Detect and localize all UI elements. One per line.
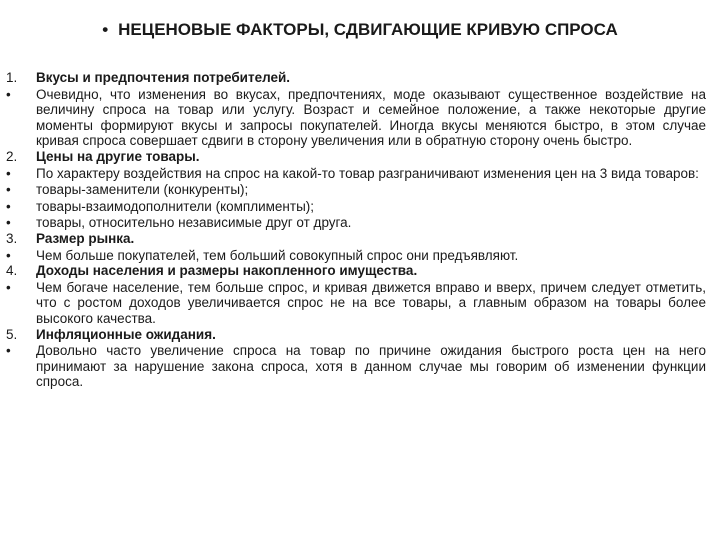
list-item-text: Чем больше покупателей, тем больший совокупный спрос они предъявляют.: [36, 247, 519, 263]
list-heading-5: [6, 327, 706, 343]
bullet-marker: •: [6, 198, 11, 214]
list-item: [6, 166, 706, 182]
bullet-marker: •: [6, 343, 11, 359]
list-number: 5.: [6, 326, 18, 342]
list-number: 4.: [6, 263, 18, 279]
bullet-marker: •: [6, 215, 11, 231]
list-heading-2: [6, 149, 706, 165]
bullet-marker: •: [6, 86, 11, 102]
list-heading-1: [6, 70, 706, 86]
list-heading-text: Доходы населения и размеры накопленного имущества.: [36, 263, 418, 279]
list-number: 3.: [6, 230, 18, 246]
list-item-text: товары, относительно независимые друг от друга.: [36, 215, 352, 231]
list-heading-text: Размер рынка.: [36, 230, 135, 246]
bullet-marker: •: [6, 165, 11, 181]
bullet-marker: •: [6, 182, 11, 198]
list-number: 2.: [6, 148, 18, 164]
list-item: [6, 343, 706, 390]
list-item: [6, 280, 706, 327]
list-item-text: Довольно часто увеличение спроса на товар по причине ожидания быстрого роста цен на него принимают за нарушение закона спроса, хотя в данном случае мы говорим об изменении функции спроса.: [36, 343, 706, 390]
title-text: НЕЦЕНОВЫЕ ФАКТОРЫ, СДВИГАЮЩИЕ КРИВУЮ СПРОСА: [118, 20, 618, 39]
list-heading-4: [6, 263, 706, 279]
list-item-text: Очевидно, что изменения во вкусах, предпочтениях, моде оказывают существенное воздействие на величину спроса на товар или услугу. Возраст и семейное положение, а также некоторые другие моменты формируют вкусы и запросы покупателей. Иногда вкусы меняются быстро, в этом случае кривая спроса совершает сдвиги в сторону увеличения или в обратную сторону очень быстро.: [36, 86, 706, 149]
title-bullet: •: [102, 20, 109, 39]
list-item-text: По характеру воздействия на спрос на какой-то товар разграничивают изменения цен на 3 вида товаров:: [36, 165, 699, 181]
list-item: [6, 215, 706, 231]
list-item-text: Чем богаче население, тем больше спрос, и кривая движется вправо и вверх, причем следует отметить, что с ростом доходов увеличивается спрос не на все товары, а главным образом на товары более высокого качества.: [36, 279, 706, 326]
list-number: 1.: [6, 70, 18, 85]
list-item: [6, 182, 706, 198]
slide-title: [0, 20, 720, 40]
list-heading-text: Вкусы и предпочтения потребителей.: [36, 70, 291, 85]
bullet-marker: •: [6, 247, 11, 263]
list-heading-text: Инфляционные ожидания.: [36, 326, 216, 342]
list-item-text: товары-взаимодополнители (комплименты);: [36, 198, 315, 214]
list-heading-3: [6, 231, 706, 247]
list-item-text: товары-заменители (конкуренты);: [36, 182, 249, 198]
list-heading-text: Цены на другие товары.: [36, 148, 200, 164]
list-item: [6, 248, 706, 264]
bullet-marker: •: [6, 279, 11, 295]
list-item: [6, 87, 706, 149]
content-list: [6, 70, 706, 390]
list-item: [6, 199, 706, 215]
